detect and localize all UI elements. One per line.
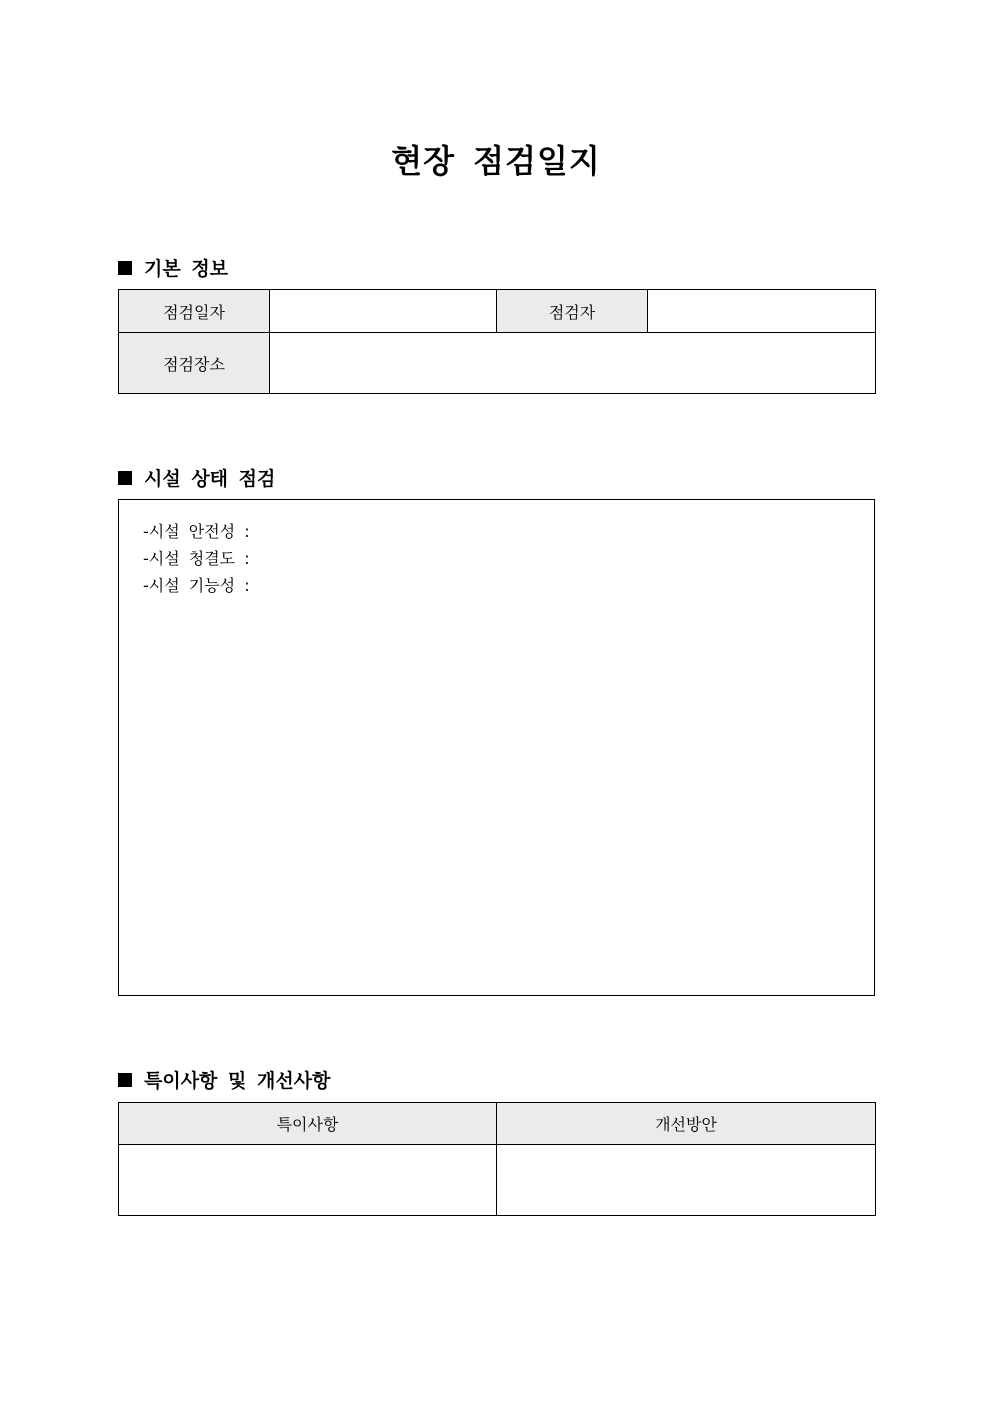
black-square-icon	[118, 261, 132, 275]
page-title: 현장 점검일지	[391, 142, 601, 180]
location-field[interactable]	[270, 333, 876, 394]
section-heading-facility-label: 시설 상태 점검	[144, 468, 276, 490]
basic-info-table	[118, 289, 876, 394]
inspector-label: 점검자	[497, 290, 648, 333]
location-label: 점검장소	[119, 333, 270, 394]
facility-cleanliness-line: -시설 청결도 :	[143, 549, 250, 568]
section-heading-notes	[118, 1066, 330, 1093]
facility-safety-line: -시설 안전성 :	[143, 522, 250, 541]
facility-check-lines	[143, 518, 874, 599]
table-row	[119, 333, 876, 394]
table-row	[119, 290, 876, 333]
black-square-icon	[118, 471, 132, 485]
black-square-icon	[118, 1073, 132, 1087]
special-notes-field[interactable]	[119, 1145, 497, 1216]
inspection-date-field[interactable]	[270, 290, 497, 333]
section-heading-notes-label: 특이사항 및 개선사항	[144, 1070, 331, 1092]
section-heading-facility	[118, 464, 275, 491]
facility-functionality-line: -시설 기능성 :	[143, 576, 250, 595]
special-notes-header: 특이사항	[119, 1103, 497, 1145]
improvement-plan-field[interactable]	[497, 1145, 876, 1216]
inspector-field[interactable]	[648, 290, 876, 333]
facility-check-box[interactable]	[118, 499, 875, 996]
section-heading-basic	[118, 254, 228, 281]
improvement-plan-header: 개선방안	[497, 1103, 876, 1145]
inspection-date-label: 점검일자	[119, 290, 270, 333]
table-row	[119, 1145, 876, 1216]
notes-table	[118, 1102, 876, 1216]
section-heading-basic-label: 기본 정보	[144, 258, 229, 280]
table-row	[119, 1103, 876, 1145]
